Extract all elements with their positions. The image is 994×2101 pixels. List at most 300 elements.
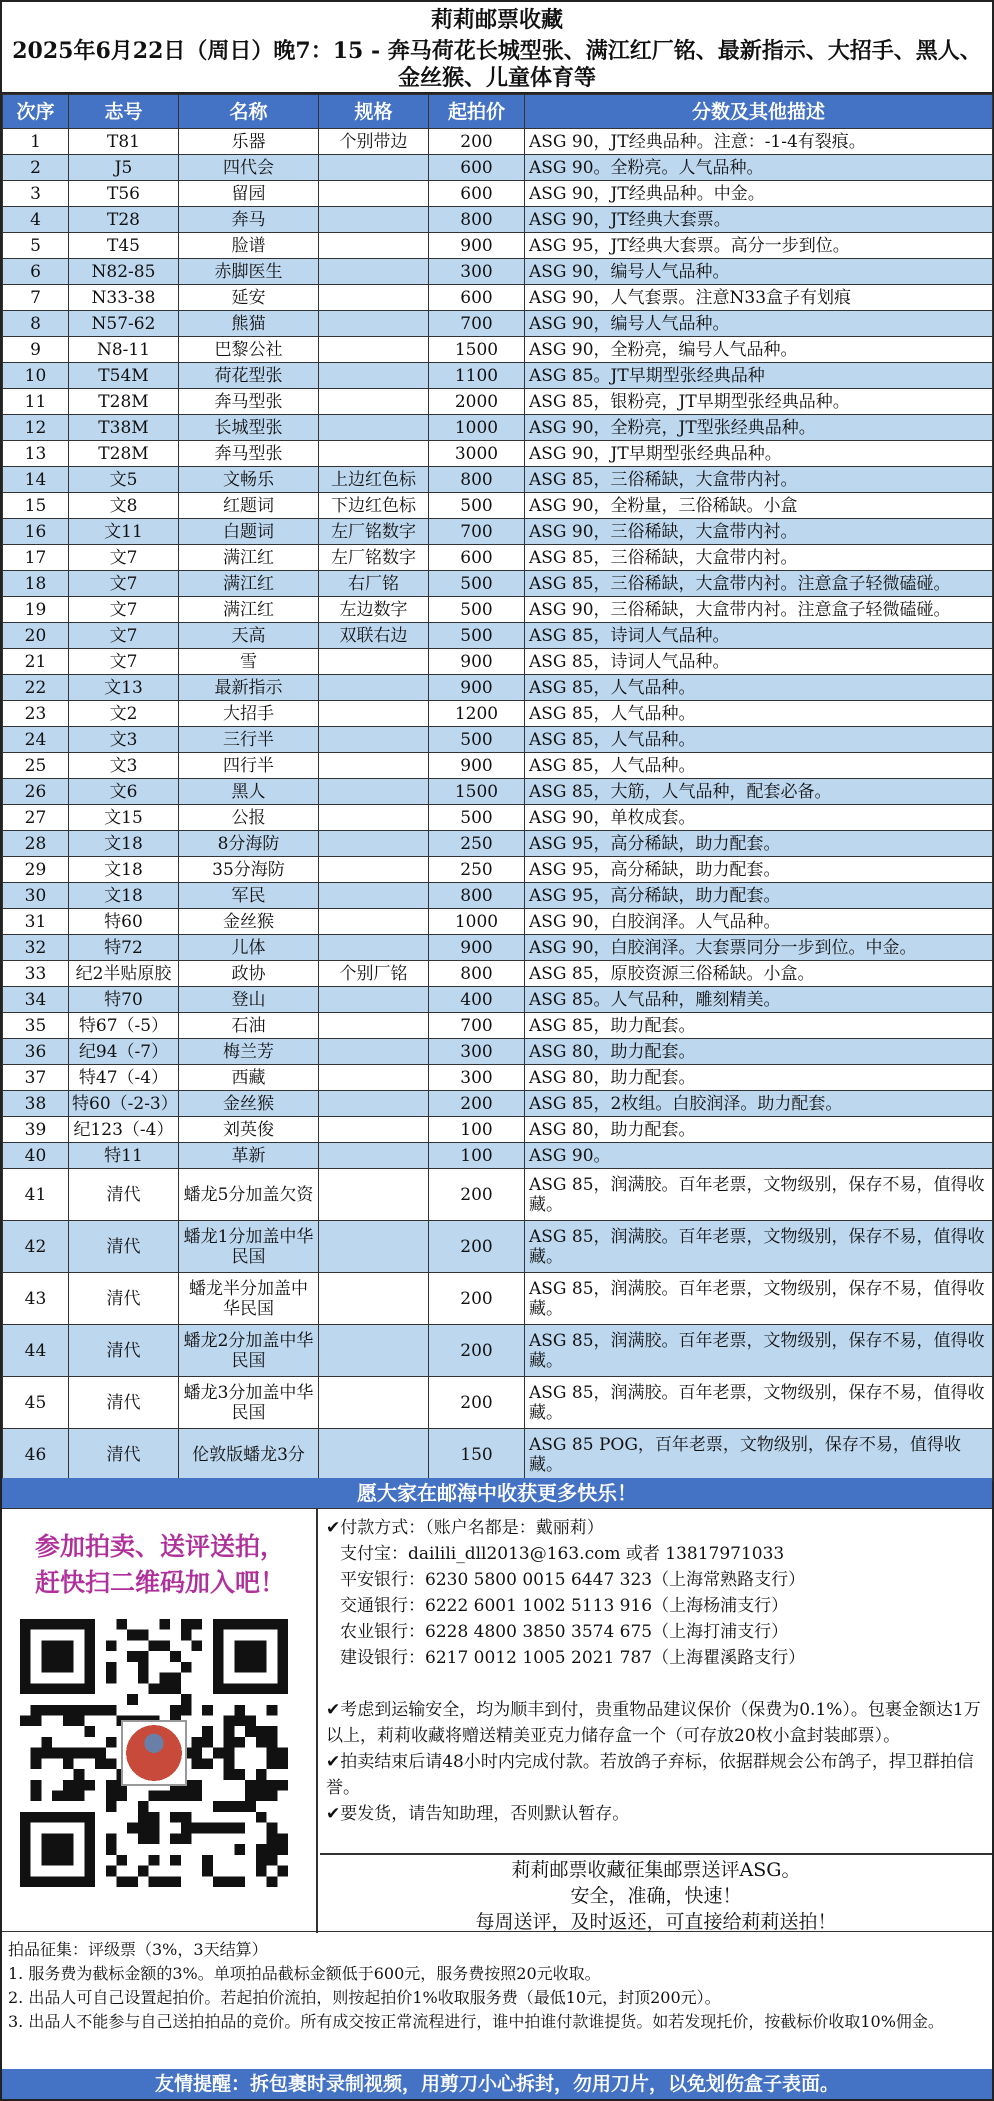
cell-price: 800 xyxy=(429,207,525,233)
cell-code: 文13 xyxy=(69,675,179,701)
cell-code: N8-11 xyxy=(69,337,179,363)
cell-index: 32 xyxy=(3,935,69,961)
cell-spec xyxy=(319,883,429,909)
cell-spec: 下边红色标 xyxy=(319,493,429,519)
cell-price: 900 xyxy=(429,675,525,701)
cell-desc: ASG 85，人气品种。 xyxy=(525,701,993,727)
cell-name: 熊猫 xyxy=(179,311,319,337)
cell-code: T81 xyxy=(69,129,179,155)
cell-price: 2000 xyxy=(429,389,525,415)
bank-jiaotong[interactable]: 交通银行：6222 6001 1002 5113 916（上海杨浦支行） xyxy=(340,1596,789,1616)
table-row xyxy=(3,337,993,363)
cell-name: 蟠龙半分加盖中华民国 xyxy=(179,1273,319,1325)
table-row xyxy=(3,1377,993,1429)
cell-code: 清代 xyxy=(69,1429,179,1481)
cell-price: 250 xyxy=(429,831,525,857)
cell-spec xyxy=(319,259,429,285)
cell-code: 文8 xyxy=(69,493,179,519)
payment-title: ✔付款方式：（账户名都是：戴丽莉） xyxy=(326,1518,604,1538)
cell-spec xyxy=(319,363,429,389)
cell-price: 500 xyxy=(429,597,525,623)
table-row xyxy=(3,1429,993,1481)
cell-index: 10 xyxy=(3,363,69,389)
cell-name: 军民 xyxy=(179,883,319,909)
cell-spec xyxy=(319,831,429,857)
cell-desc: ASG 85，原胶资源三俗稀缺。小盒。 xyxy=(525,961,993,987)
cell-spec xyxy=(319,1429,429,1481)
cell-code: T54M xyxy=(69,363,179,389)
table-row xyxy=(3,805,993,831)
cell-code: 特70 xyxy=(69,987,179,1013)
cell-desc: ASG 85，润满胶。百年老票，文物级别，保存不易，值得收藏。 xyxy=(525,1273,993,1325)
table-row xyxy=(3,701,993,727)
cell-code: 文3 xyxy=(69,753,179,779)
cell-price: 500 xyxy=(429,805,525,831)
cell-index: 45 xyxy=(3,1377,69,1429)
cell-price: 1000 xyxy=(429,909,525,935)
cell-index: 30 xyxy=(3,883,69,909)
cell-index: 20 xyxy=(3,623,69,649)
qr-code-icon[interactable] xyxy=(20,1619,288,1887)
cell-spec xyxy=(319,311,429,337)
page-subtitle: 2025年6月22日（周日）晚7：15 - 奔马荷花长城型张、满江红厂铭、最新指示、大招手、黑人、金丝猴、儿童体育等 xyxy=(12,38,982,91)
cell-code: N57-62 xyxy=(69,311,179,337)
cell-index: 19 xyxy=(3,597,69,623)
table-row xyxy=(3,1039,993,1065)
cell-desc: ASG 85，润满胶。百年老票，文物级别，保存不易，值得收藏。 xyxy=(525,1169,993,1221)
cell-code: 文7 xyxy=(69,597,179,623)
cell-index: 6 xyxy=(3,259,69,285)
cell-spec xyxy=(319,441,429,467)
table-row xyxy=(3,1169,993,1221)
rules-title: 拍品征集：评级票（3%，3天结算） xyxy=(8,1940,268,1959)
cell-price: 300 xyxy=(429,1039,525,1065)
cell-code: 清代 xyxy=(69,1325,179,1377)
table-row xyxy=(3,1221,993,1273)
cell-desc: ASG 85，人气品种。 xyxy=(525,727,993,753)
cell-name: 天高 xyxy=(179,623,319,649)
cell-code: T56 xyxy=(69,181,179,207)
table-row xyxy=(3,467,993,493)
cell-spec: 个别厂铭 xyxy=(319,961,429,987)
cell-code: N33-38 xyxy=(69,285,179,311)
cell-spec: 个别带边 xyxy=(319,129,429,155)
cell-code: 文7 xyxy=(69,571,179,597)
cell-name: 红题词 xyxy=(179,493,319,519)
cell-desc: ASG 90，全粉量，三俗稀缺。小盒 xyxy=(525,493,993,519)
auction-table xyxy=(2,94,993,1481)
cell-code: 特60 xyxy=(69,909,179,935)
promo-panel xyxy=(2,1509,318,1933)
cell-code: 清代 xyxy=(69,1169,179,1221)
cell-desc: ASG 90。 xyxy=(525,1143,993,1169)
cell-name: 35分海防 xyxy=(179,857,319,883)
cell-code: 纪123（-4） xyxy=(69,1117,179,1143)
info-section xyxy=(2,1508,992,1932)
table-row xyxy=(3,181,993,207)
shipping-note: ✔考虑到运输安全，均为顺丰到付，贵重物品建议保价（保费为0.1%）。包裹金额达1万以上，莉莉收藏将赠送精美亚克力储存盒一个（可存放20枚小盒封装邮票）。 xyxy=(326,1700,981,1746)
cell-price: 900 xyxy=(429,753,525,779)
cell-index: 38 xyxy=(3,1091,69,1117)
cell-code: 清代 xyxy=(69,1377,179,1429)
cell-spec: 左厂铭数字 xyxy=(319,519,429,545)
cell-price: 100 xyxy=(429,1117,525,1143)
cell-name: 四行半 xyxy=(179,753,319,779)
alipay-account[interactable]: 支付宝：dailili_dll2013@163.com 或者 13817971033 xyxy=(340,1544,785,1564)
cell-desc: ASG 85，三俗稀缺，大盒带内衬。 xyxy=(525,545,993,571)
cell-spec xyxy=(319,233,429,259)
cell-desc: ASG 85，润满胶。百年老票，文物级别，保存不易，值得收藏。 xyxy=(525,1221,993,1273)
table-row xyxy=(3,285,993,311)
cell-index: 44 xyxy=(3,1325,69,1377)
cell-spec xyxy=(319,1169,429,1221)
cell-name: 蟠龙2分加盖中华民国 xyxy=(179,1325,319,1377)
payment-info xyxy=(320,1509,992,1853)
cell-price: 1500 xyxy=(429,337,525,363)
cell-code: 清代 xyxy=(69,1221,179,1273)
cell-index: 41 xyxy=(3,1169,69,1221)
cell-desc: ASG 90。全粉亮。人气品种。 xyxy=(525,155,993,181)
cell-name: 奔马型张 xyxy=(179,441,319,467)
cell-desc: ASG 90，人气套票。注意N33盒子有划痕 xyxy=(525,285,993,311)
cell-index: 23 xyxy=(3,701,69,727)
cell-index: 27 xyxy=(3,805,69,831)
cell-desc: ASG 85，银粉亮，JT早期型张经典品种。 xyxy=(525,389,993,415)
cell-index: 21 xyxy=(3,649,69,675)
cell-price: 150 xyxy=(429,1429,525,1481)
cell-index: 34 xyxy=(3,987,69,1013)
cell-desc: ASG 90，单枚成套。 xyxy=(525,805,993,831)
cell-price: 900 xyxy=(429,649,525,675)
table-row xyxy=(3,493,993,519)
cell-index: 28 xyxy=(3,831,69,857)
cell-name: 满江红 xyxy=(179,571,319,597)
table-row xyxy=(3,1065,993,1091)
cell-desc: ASG 90，JT经典大套票。 xyxy=(525,207,993,233)
cell-index: 15 xyxy=(3,493,69,519)
table-row xyxy=(3,597,993,623)
cell-price: 500 xyxy=(429,571,525,597)
promo-line-1: 参加拍卖、送评送拍， xyxy=(34,1532,285,1561)
cell-desc: ASG 90，编号人气品种。 xyxy=(525,259,993,285)
table-row xyxy=(3,129,993,155)
table-row xyxy=(3,623,993,649)
cell-spec xyxy=(319,857,429,883)
table-row xyxy=(3,727,993,753)
cell-desc: ASG 85，大筋，人气品种，配套必备。 xyxy=(525,779,993,805)
cell-desc: ASG 90，全粉亮，编号人气品种。 xyxy=(525,337,993,363)
page-header xyxy=(2,2,992,94)
rule-item-1: 1. 服务费为截标金额的3%。单项拍品截标金额低于600元，服务费按照20元收取。 xyxy=(8,1964,601,1983)
cell-price: 600 xyxy=(429,155,525,181)
col-header-name: 名称 xyxy=(179,95,319,129)
cell-name: 公报 xyxy=(179,805,319,831)
cell-code: 文3 xyxy=(69,727,179,753)
cell-spec: 左边数字 xyxy=(319,597,429,623)
cell-price: 200 xyxy=(429,1169,525,1221)
cell-index: 1 xyxy=(3,129,69,155)
cell-price: 500 xyxy=(429,493,525,519)
cell-code: 文5 xyxy=(69,467,179,493)
cell-code: 特67（-5） xyxy=(69,1013,179,1039)
cell-spec xyxy=(319,415,429,441)
cell-spec xyxy=(319,1013,429,1039)
cell-price: 900 xyxy=(429,935,525,961)
table-row xyxy=(3,311,993,337)
cell-desc: ASG 85，三俗稀缺，大盒带内衬。 xyxy=(525,467,993,493)
cell-code: 特72 xyxy=(69,935,179,961)
cell-desc: ASG 90，三俗稀缺，大盒带内衬。 xyxy=(525,519,993,545)
cell-spec xyxy=(319,1039,429,1065)
cell-name: 蟠龙1分加盖中华民国 xyxy=(179,1221,319,1273)
cell-price: 200 xyxy=(429,1091,525,1117)
cell-index: 5 xyxy=(3,233,69,259)
cell-desc: ASG 90，JT经典品种。注意：-1-4有裂痕。 xyxy=(525,129,993,155)
cell-desc: ASG 80，助力配套。 xyxy=(525,1117,993,1143)
cell-spec xyxy=(319,935,429,961)
cell-index: 4 xyxy=(3,207,69,233)
cell-spec xyxy=(319,701,429,727)
footer-reminder: 友情提醒：拆包裹时录制视频，用剪刀小心拆封，勿用刀片，以免划伤盒子表面。 xyxy=(2,2069,992,2099)
cell-spec xyxy=(319,155,429,181)
rule-item-2: 2. 出品人可自己设置起拍价。若起拍价流拍，则按起拍价1%收取服务费（最低10元，封顶200元）。 xyxy=(8,1988,721,2007)
col-header-spec: 规格 xyxy=(319,95,429,129)
cell-name: 蟠龙3分加盖中华民国 xyxy=(179,1377,319,1429)
table-row xyxy=(3,571,993,597)
cell-desc: ASG 85，润满胶。百年老票，文物级别，保存不易，值得收藏。 xyxy=(525,1325,993,1377)
cell-price: 200 xyxy=(429,1325,525,1377)
cell-name: 西藏 xyxy=(179,1065,319,1091)
cell-index: 29 xyxy=(3,857,69,883)
cell-desc: ASG 85，三俗稀缺，大盒带内衬。注意盒子轻微磕碰。 xyxy=(525,571,993,597)
cell-name: 雪 xyxy=(179,649,319,675)
cell-price: 200 xyxy=(429,1377,525,1429)
cell-price: 3000 xyxy=(429,441,525,467)
wish-banner: 愿大家在邮海中收获更多快乐！ xyxy=(2,1478,992,1508)
cell-index: 42 xyxy=(3,1221,69,1273)
table-header-row xyxy=(3,95,993,129)
table-row xyxy=(3,519,993,545)
cell-code: 纪2半贴原胶 xyxy=(69,961,179,987)
cell-index: 36 xyxy=(3,1039,69,1065)
cell-price: 600 xyxy=(429,181,525,207)
cell-spec xyxy=(319,285,429,311)
cell-name: 梅兰芳 xyxy=(179,1039,319,1065)
cell-index: 24 xyxy=(3,727,69,753)
cell-code: 特47（-4） xyxy=(69,1065,179,1091)
cell-spec xyxy=(319,337,429,363)
cell-code: T45 xyxy=(69,233,179,259)
cell-spec xyxy=(319,675,429,701)
promo-line-2: 赶快扫二维码加入吧！ xyxy=(34,1568,285,1597)
slogan-line-2: 安全，准确，快速！ xyxy=(570,1885,742,1907)
cell-spec xyxy=(319,181,429,207)
table-row xyxy=(3,883,993,909)
table-row xyxy=(3,259,993,285)
cell-code: 清代 xyxy=(69,1273,179,1325)
cell-code: 文7 xyxy=(69,545,179,571)
cell-index: 9 xyxy=(3,337,69,363)
cell-name: 三行半 xyxy=(179,727,319,753)
cell-desc: ASG 95，JT经典大套票。高分一步到位。 xyxy=(525,233,993,259)
table-row xyxy=(3,233,993,259)
payment-deadline-note: ✔拍卖结束后请48小时内完成付款。若放鸽子弃标，依据群规会公布鸽子，捍卫群拍信誉。 xyxy=(326,1752,974,1798)
table-row xyxy=(3,753,993,779)
cell-price: 200 xyxy=(429,1273,525,1325)
table-row xyxy=(3,545,993,571)
cell-index: 2 xyxy=(3,155,69,181)
cell-name: 留园 xyxy=(179,181,319,207)
cell-name: 巴黎公社 xyxy=(179,337,319,363)
cell-name: 革新 xyxy=(179,1143,319,1169)
cell-name: 满江红 xyxy=(179,597,319,623)
cell-spec xyxy=(319,1221,429,1273)
cell-price: 200 xyxy=(429,1221,525,1273)
cell-name: 石油 xyxy=(179,1013,319,1039)
cell-spec xyxy=(319,207,429,233)
cell-code: J5 xyxy=(69,155,179,181)
cell-spec: 右厂铭 xyxy=(319,571,429,597)
cell-code: 特60（-2-3） xyxy=(69,1091,179,1117)
cell-name: 大招手 xyxy=(179,701,319,727)
cell-name: 奔马 xyxy=(179,207,319,233)
table-row xyxy=(3,1325,993,1377)
consignment-rules xyxy=(2,1934,992,2068)
table-row xyxy=(3,389,993,415)
cell-code: N82-85 xyxy=(69,259,179,285)
cell-name: 金丝猴 xyxy=(179,909,319,935)
cell-spec xyxy=(319,987,429,1013)
table-row xyxy=(3,961,993,987)
cell-code: 文18 xyxy=(69,883,179,909)
cell-index: 8 xyxy=(3,311,69,337)
table-row xyxy=(3,207,993,233)
cell-name: 儿体 xyxy=(179,935,319,961)
table-body xyxy=(3,129,993,1481)
cell-index: 35 xyxy=(3,1013,69,1039)
cell-spec xyxy=(319,909,429,935)
table-row xyxy=(3,155,993,181)
cell-spec xyxy=(319,389,429,415)
promo-text xyxy=(2,1529,318,1601)
cell-code: T28M xyxy=(69,441,179,467)
col-header-code: 志号 xyxy=(69,95,179,129)
cell-code: 文7 xyxy=(69,623,179,649)
col-header-index: 次序 xyxy=(3,95,69,129)
cell-desc: ASG 90，编号人气品种。 xyxy=(525,311,993,337)
table-row xyxy=(3,1273,993,1325)
cell-spec: 左厂铭数字 xyxy=(319,545,429,571)
cell-price: 900 xyxy=(429,233,525,259)
cell-desc: ASG 95，高分稀缺，助力配套。 xyxy=(525,831,993,857)
table-row xyxy=(3,1143,993,1169)
cell-spec xyxy=(319,1117,429,1143)
cell-index: 26 xyxy=(3,779,69,805)
bank-nongye[interactable]: 农业银行：6228 4800 3850 3574 675（上海打浦支行） xyxy=(340,1622,789,1642)
cell-price: 500 xyxy=(429,727,525,753)
cell-spec xyxy=(319,1091,429,1117)
cell-desc: ASG 85，人气品种。 xyxy=(525,753,993,779)
cell-code: 文18 xyxy=(69,831,179,857)
table-row xyxy=(3,363,993,389)
cell-desc: ASG 85，2枚组。白胶润泽。助力配套。 xyxy=(525,1091,993,1117)
cell-price: 400 xyxy=(429,987,525,1013)
cell-desc: ASG 85，润满胶。百年老票，文物级别，保存不易，值得收藏。 xyxy=(525,1377,993,1429)
cell-index: 43 xyxy=(3,1273,69,1325)
cell-name: 黑人 xyxy=(179,779,319,805)
cell-desc: ASG 90，白胶润泽。大套票同分一步到位。中金。 xyxy=(525,935,993,961)
cell-code: 文11 xyxy=(69,519,179,545)
cell-index: 33 xyxy=(3,961,69,987)
cell-index: 25 xyxy=(3,753,69,779)
cell-name: 最新指示 xyxy=(179,675,319,701)
table-row xyxy=(3,935,993,961)
cell-code: 文15 xyxy=(69,805,179,831)
cell-name: 脸谱 xyxy=(179,233,319,259)
cell-spec xyxy=(319,1065,429,1091)
bank-pingan[interactable]: 平安银行：6230 5800 0015 6447 323（上海常熟路支行） xyxy=(340,1570,806,1590)
table-row xyxy=(3,909,993,935)
payment-panel xyxy=(320,1509,992,1933)
cell-spec xyxy=(319,805,429,831)
cell-code: 文7 xyxy=(69,649,179,675)
bank-jianshe[interactable]: 建设银行：6217 0012 1005 2021 787（上海瞿溪路支行） xyxy=(340,1648,806,1668)
cell-spec: 双联右边 xyxy=(319,623,429,649)
cell-index: 37 xyxy=(3,1065,69,1091)
cell-spec xyxy=(319,1377,429,1429)
cell-price: 800 xyxy=(429,467,525,493)
cell-index: 18 xyxy=(3,571,69,597)
table-row xyxy=(3,441,993,467)
cell-name: 文畅乐 xyxy=(179,467,319,493)
cell-price: 600 xyxy=(429,285,525,311)
cell-desc: ASG 90，白胶润泽。人气品种。 xyxy=(525,909,993,935)
cell-spec xyxy=(319,753,429,779)
delivery-note: ✔要发货，请告知助理，否则默认暂存。 xyxy=(326,1804,630,1824)
cell-code: 文18 xyxy=(69,857,179,883)
cell-price: 200 xyxy=(429,129,525,155)
cell-name: 登山 xyxy=(179,987,319,1013)
cell-name: 伦敦版蟠龙3分 xyxy=(179,1429,319,1481)
cell-spec xyxy=(319,779,429,805)
cell-price: 1100 xyxy=(429,363,525,389)
cell-name: 四代会 xyxy=(179,155,319,181)
cell-desc: ASG 80，助力配套。 xyxy=(525,1039,993,1065)
cell-price: 800 xyxy=(429,961,525,987)
cell-name: 延安 xyxy=(179,285,319,311)
table-row xyxy=(3,831,993,857)
cell-name: 刘英俊 xyxy=(179,1117,319,1143)
cell-name: 乐器 xyxy=(179,129,319,155)
rule-item-3: 3. 出品人不能参与自己送拍拍品的竞价。所有成交按正常流程进行，谁中拍谁付款谁提货。如若发现托价，按截标价收取10%佣金。 xyxy=(8,2012,944,2031)
cell-desc: ASG 85，助力配套。 xyxy=(525,1013,993,1039)
slogan-line-3: 每周送评，及时返还，可直接给莉莉送拍！ xyxy=(475,1911,837,1933)
cell-desc: ASG 90，全粉亮，JT型张经典品种。 xyxy=(525,415,993,441)
table-row xyxy=(3,649,993,675)
cell-price: 300 xyxy=(429,1065,525,1091)
cell-price: 300 xyxy=(429,259,525,285)
cell-desc: ASG 85，诗词人气品种。 xyxy=(525,623,993,649)
cell-index: 7 xyxy=(3,285,69,311)
table-row xyxy=(3,1091,993,1117)
cell-name: 政协 xyxy=(179,961,319,987)
cell-index: 13 xyxy=(3,441,69,467)
cell-desc: ASG 95，高分稀缺，助力配套。 xyxy=(525,857,993,883)
cell-name: 金丝猴 xyxy=(179,1091,319,1117)
cell-desc: ASG 85，诗词人气品种。 xyxy=(525,649,993,675)
cell-index: 14 xyxy=(3,467,69,493)
cell-code: 文2 xyxy=(69,701,179,727)
